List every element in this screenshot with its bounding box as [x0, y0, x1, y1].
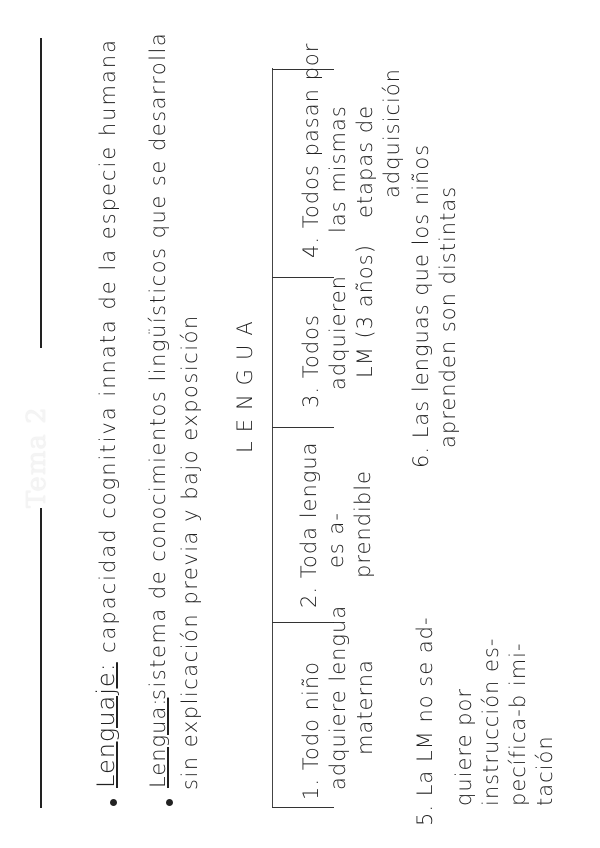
item-5-line-3: instrucción es-: [479, 637, 503, 806]
title-rule-right: [40, 38, 42, 348]
item-3: [298, 244, 379, 408]
item-6-line-2: aprenden son distintas: [436, 185, 460, 448]
item-4-line-1: 4. Todos pasan por: [299, 42, 323, 258]
item-5-line-1: 5. La LM no se ad-: [413, 616, 437, 826]
lengua-term: [146, 698, 170, 788]
page-title: Tema 2: [22, 406, 52, 508]
item-6: [408, 144, 462, 468]
item-5-line-2: quiere por: [452, 688, 476, 806]
lengua-definition-line1: sistema de conocimientos lingüísticos que se desarrolla: [146, 31, 170, 700]
bullet-lenguaje: [110, 799, 117, 806]
item-1-line-3: materna: [353, 659, 377, 755]
lengua-definition-line2: sin explicación previa y bajo exposición: [178, 314, 202, 790]
item-3-line-2: adquieren: [326, 275, 350, 390]
center-label: LENGUA: [233, 312, 257, 453]
item-3-line-1: 3. Todos: [299, 314, 323, 408]
item-1-line-1: 1. Todo niño: [299, 661, 323, 800]
bullet-lengua: [166, 799, 173, 806]
item-2-line-2: es a-: [324, 512, 348, 568]
tree-tick-1: [272, 807, 334, 808]
lengua-term-text: Lengua:: [146, 697, 170, 788]
item-6-line-1: 6. Las lenguas que los niños: [409, 143, 433, 468]
item-4-line-3: etapas de: [353, 104, 377, 218]
item-4-line-4: adquisición: [380, 68, 404, 198]
tree-horizontal-bar: [272, 68, 273, 808]
title-rule-left: [40, 508, 42, 808]
item-1-line-2: adquiere lengua: [326, 604, 350, 790]
item-5-line-4: pecífica-b imi-: [506, 642, 530, 806]
lenguaje-definition: capacidad cognitiva innata de la especie humana: [96, 38, 120, 653]
item-5: [412, 616, 559, 826]
item-2-line-1: 2. Toda lengua: [297, 441, 321, 608]
item-1: [298, 605, 379, 800]
tree-tick-3: [272, 427, 334, 428]
item-5-line-5: tación: [533, 735, 557, 806]
item-3-line-3: LM (3 años): [353, 244, 377, 378]
lenguaje-term-text: Lenguaje:: [92, 662, 120, 788]
item-4-line-2: las mismas: [326, 105, 350, 233]
item-2-line-3: prendible: [351, 470, 375, 578]
item-2: [296, 441, 377, 608]
item-4: [298, 43, 406, 258]
lenguaje-term: [92, 662, 120, 788]
